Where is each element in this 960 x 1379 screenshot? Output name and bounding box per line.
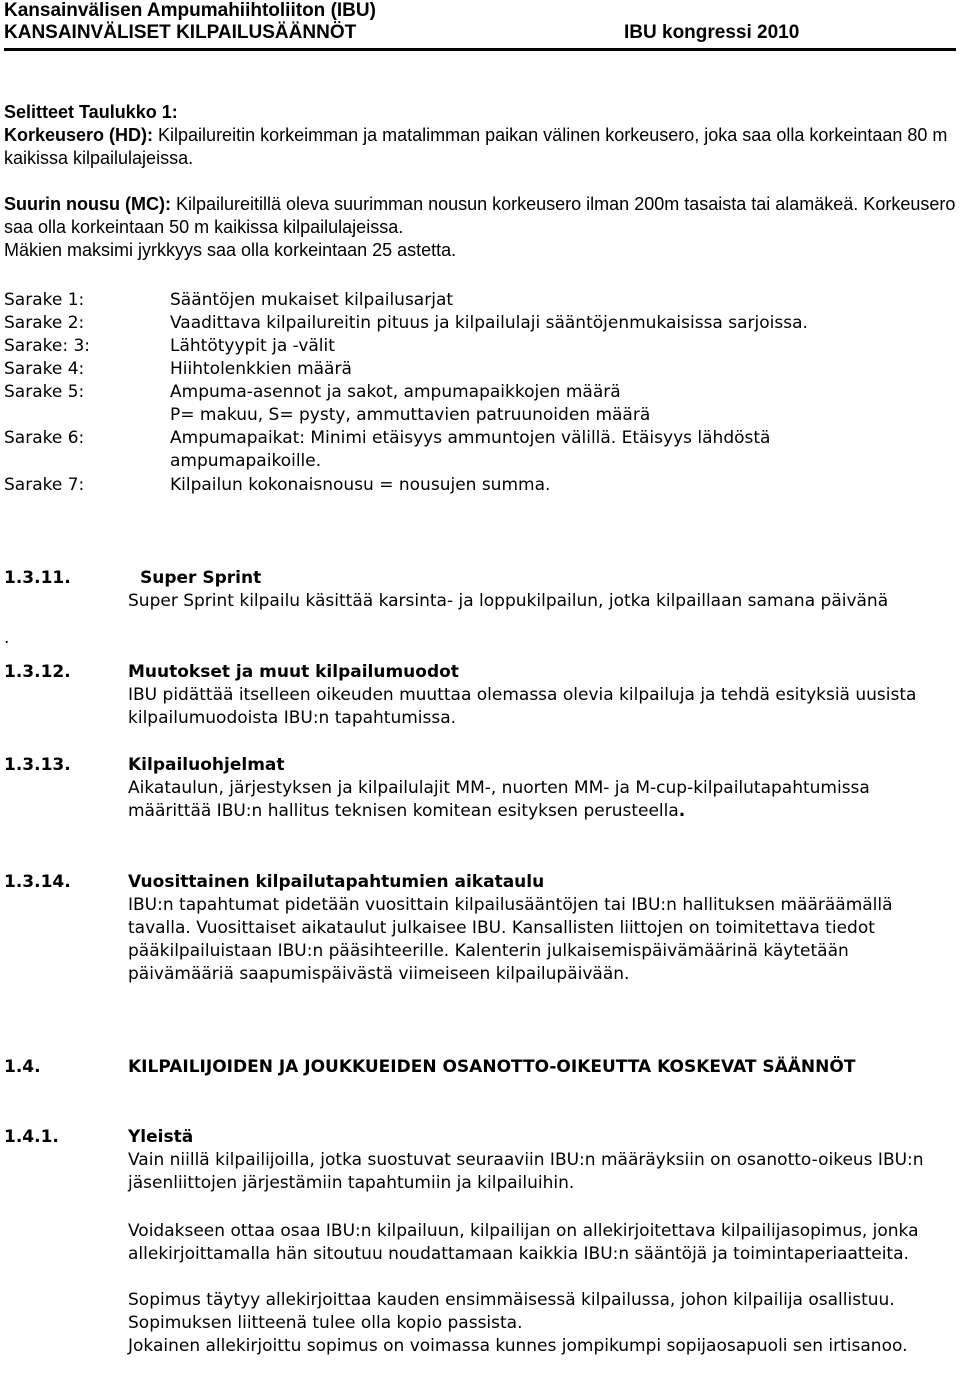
header-divider	[4, 48, 956, 51]
section-1-4-1	[4, 1126, 956, 1378]
section-body-text: Aikataulun, järjestyksen ja kilpailulajit MM-, nuorten MM- ja M-cup-kilpailutapahtumissa määrittää IBU:n hallitus teknisen komitean esityksen perusteella	[128, 778, 870, 821]
section-body: IBU pidättää itselleen oikeuden muuttaa olemassa olevia kilpailuja ja tehdä esityksiä uusista kilpailumuodoista IBU:n tapahtumissa.	[128, 685, 917, 728]
section-1-3-12	[4, 661, 956, 731]
section-1-3-14	[4, 871, 956, 1011]
section-1-3-11	[4, 567, 956, 647]
section-title: Super Sprint	[140, 568, 262, 588]
explanations-title: Selitteet Taulukko 1:	[4, 102, 178, 122]
column-label: Sarake 4:	[4, 359, 85, 379]
paragraph: Voidakseen ottaa osaa IBU:n kilpailuun, kilpailijan on allekirjoitettava kilpailijasopimus, jonka allekirjoittamalla hän sitoutuu noudattamaan kaikkia IBU:n sääntöjä ja toimintaperiaatteita.	[128, 1221, 919, 1264]
section-title: Yleistä	[128, 1127, 194, 1147]
section-title: Vuosittainen kilpailutapahtumien aikataulu	[128, 872, 545, 892]
column-text: Lähtötyypit ja -välit	[170, 336, 335, 356]
column-text-continued: ampumapaikoille.	[170, 451, 322, 471]
section-number: 1.3.14.	[4, 872, 71, 892]
mc-term: Suurin nousu (MC):	[4, 194, 171, 214]
section-number: 1.4.	[4, 1057, 41, 1077]
section-body-end: .	[678, 801, 686, 821]
explanations-block	[4, 101, 956, 262]
column-label: Sarake: 3:	[4, 336, 90, 356]
mc-explanation	[4, 193, 956, 239]
section-number: 1.3.11.	[4, 568, 71, 588]
column-label: Sarake 1:	[4, 290, 85, 310]
section-body: Super Sprint kilpailu käsittää karsinta- ja loppukilpailun, jotka kilpaillaan samana päivänä	[128, 591, 889, 611]
hd-text: Kilpailureitin korkeimman ja matalimman paikan välinen korkeusero, joka saa olla korkeintaan 80 m kaikissa kilpailulajeissa.	[4, 125, 948, 168]
column-label: Sarake 6:	[4, 428, 85, 448]
column-text: Ampuma-asennot ja sakot, ampumapaikkojen määrä	[170, 382, 621, 402]
section-1-4	[4, 1056, 956, 1106]
paragraph: Jokainen allekirjoittu sopimus on voimassa kunnes jompikumpi sopijaosapuoli sen irtisanoo.	[128, 1336, 908, 1356]
page-header	[4, 0, 956, 46]
section-title: Muutokset ja muut kilpailumuodot	[128, 662, 459, 682]
hd-explanation	[4, 124, 956, 170]
section-1-3-13	[4, 754, 956, 849]
column-text: Kilpailun kokonaisnousu = nousujen summa.	[170, 475, 551, 495]
column-label: Sarake 7:	[4, 475, 85, 495]
column-text: Sääntöjen mukaiset kilpailusarjat	[170, 290, 454, 310]
column-text: Ampumapaikat: Minimi etäisyys ammuntojen välillä. Etäisyys lähdöstä	[170, 428, 771, 448]
section-title: KILPAILIJOIDEN JA JOUKKUEIDEN OSANOTTO-OIKEUTTA KOSKEVAT SÄÄNNÖT	[128, 1057, 856, 1077]
stray-dot: .	[4, 628, 10, 648]
paragraph: Vain niillä kilpailijoilla, jotka suostuvat seuraaviin IBU:n määräyksiin on osanotto-oikeus IBU:n jäsenliittojen järjestämiin tapahtumiin ja kilpailuihin.	[128, 1150, 924, 1193]
mc-text: Kilpailureitillä oleva suurimman nousun korkeusero ilman 200m tasaista tai alamäkeä. Korkeusero saa olla korkeintaan 50 m kaikissa kilpailulajeissa.	[4, 194, 956, 237]
congress-label: IBU kongressi 2010	[624, 22, 800, 43]
column-text: Hiihtolenkkien määrä	[170, 359, 352, 379]
column-label: Sarake 2:	[4, 313, 85, 333]
hd-term: Korkeusero (HD):	[4, 125, 154, 145]
column-text: Vaadittava kilpailureitin pituus ja kilpailulaji sääntöjenmukaisissa sarjoissa.	[170, 313, 808, 333]
column-descriptions	[4, 289, 956, 509]
header-row	[4, 22, 956, 46]
section-number: 1.4.1.	[4, 1127, 59, 1147]
section-number: 1.3.13.	[4, 755, 71, 775]
organization-name: Kansainvälisen Ampumahiihtoliiton (IBU)	[4, 0, 376, 21]
section-body: IBU:n tapahtumat pidetään vuosittain kilpailusääntöjen tai IBU:n hallituksen määräämällä tavalla. Vuosittaiset aikataulut julkaisee IBU. Kansallisten liittojen on toimitettava tiedot pääkilpailuistaan IBU:n pääsihteerille. Kalenterin julkaisemispäivämäärinä käytetään päivämääriä saapumispäivästä viimeiseen kilpailupäivään.	[128, 895, 893, 984]
slope-explanation: Mäkien maksimi jyrkkyys saa olla korkeintaan 25 astetta.	[4, 240, 457, 260]
section-title: Kilpailuohjelmat	[128, 755, 285, 775]
column-text-continued: P= makuu, S= pysty, ammuttavien patruunoiden määrä	[170, 405, 651, 425]
rules-title: KANSAINVÄLISET KILPAILUSÄÄNNÖT	[4, 22, 357, 43]
paragraph: Sopimus täytyy allekirjoittaa kauden ensimmäisessä kilpailussa, johon kilpailija osallistuu. Sopimuksen liitteenä tulee olla kopio passista.	[128, 1290, 895, 1333]
column-label: Sarake 5:	[4, 382, 85, 402]
section-body	[128, 777, 956, 823]
section-number: 1.3.12.	[4, 662, 71, 682]
